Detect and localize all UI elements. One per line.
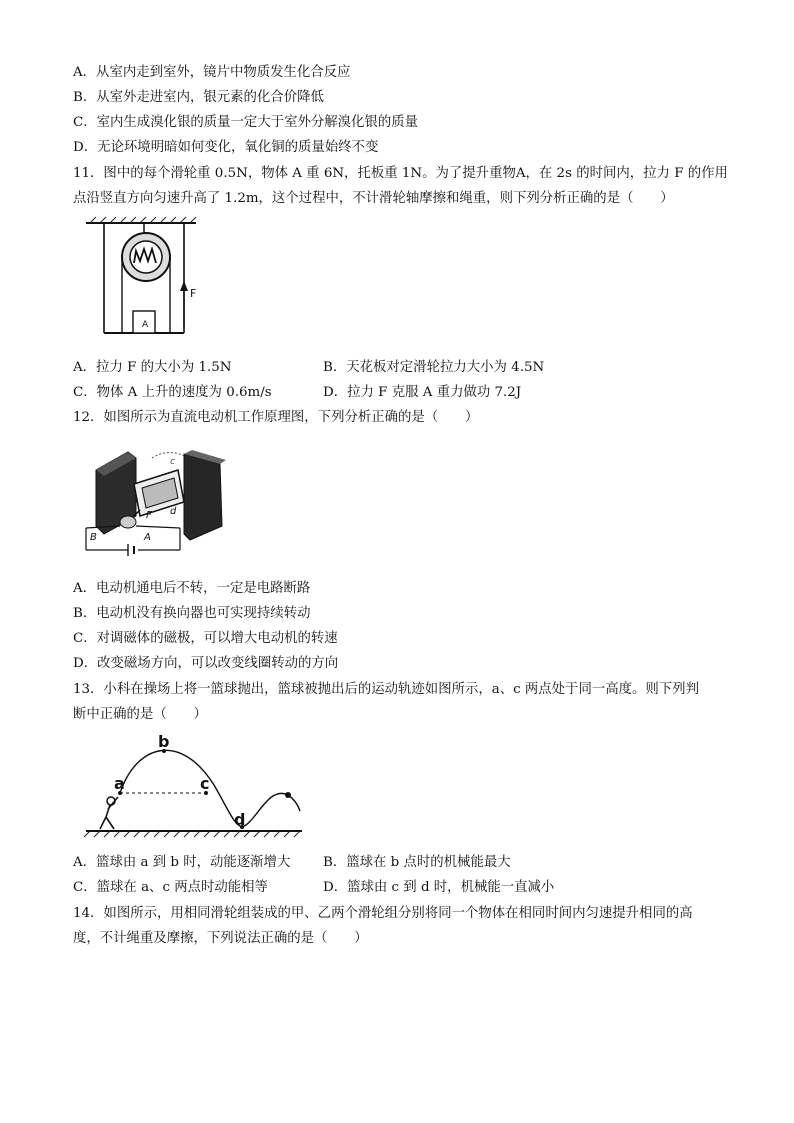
pulley-figure bbox=[84, 215, 204, 340]
q10-option-a: A．从室内走到室外，镜片中物质发生化合反应 bbox=[73, 65, 351, 80]
basketball-figure bbox=[84, 732, 304, 843]
q11-option-b: B．天花板对定滑轮拉力大小为 4.5N bbox=[323, 360, 545, 375]
motor-label-c: c bbox=[170, 457, 175, 467]
q11-stem-line1: 11．图中的每个滑轮重 0.5N，物体 A 重 6N，托板重 1N。为了提升重物A，在 2s 的时间内，拉力 F 的作用 bbox=[73, 166, 728, 181]
q13-option-c: C．篮球在 a、c 两点时动能相等 bbox=[73, 880, 268, 895]
pulley-label-a: A bbox=[142, 320, 149, 330]
motor-label-force: F bbox=[146, 510, 152, 521]
q14-stem-line2: 度，不计绳重及摩擦，下列说法正确的是（ ） bbox=[73, 931, 368, 946]
trajectory-label-b: b bbox=[158, 732, 170, 751]
q11-option-c: C．物体 A 上升的速度为 0.6m/s bbox=[73, 385, 272, 400]
q12-stem: 12．如图所示为直流电动机工作原理图，下列分析正确的是（ ） bbox=[73, 410, 479, 425]
q13-option-a: A．篮球由 a 到 b 时，动能逐渐增大 bbox=[73, 855, 291, 870]
trajectory-label-d: d bbox=[234, 810, 246, 829]
q10-option-b: B．从室外走进室内，银元素的化合价降低 bbox=[73, 90, 324, 105]
q14-stem-line1: 14．如图所示，用相同滑轮组装成的甲、乙两个滑轮组分别将同一个物体在相同时间内匀速提升相同的高 bbox=[73, 906, 693, 921]
q11-option-a: A．拉力 F 的大小为 1.5N bbox=[73, 360, 232, 375]
q13-option-d: D．篮球由 c 到 d 时，机械能一直减小 bbox=[323, 880, 555, 895]
q13-stem-line2: 断中正确的是（ ） bbox=[73, 707, 207, 722]
q13-stem-line1: 13．小科在操场上将一篮球抛出，篮球被抛出后的运动轨迹如图所示，a、c 两点处于同一高度。则下列判 bbox=[73, 682, 699, 697]
q10-option-d: D．无论环境明暗如何变化，氧化铜的质量始终不变 bbox=[73, 140, 379, 155]
trajectory-label-c: c bbox=[200, 774, 210, 793]
trajectory-label-a: a bbox=[114, 774, 125, 793]
motor-figure bbox=[80, 440, 240, 565]
q11-stem-line2: 点沿竖直方向匀速升高了 1.2m，这个过程中，不计滑轮轴摩擦和绳重，则下列分析正确的是（ ） bbox=[73, 191, 674, 206]
motor-label-brush-a: A bbox=[144, 532, 151, 543]
q12-option-c: C．对调磁体的磁极，可以增大电动机的转速 bbox=[73, 631, 338, 646]
motor-label-brush-b: B bbox=[90, 532, 97, 543]
q10-option-c: C．室内生成溴化银的质量一定大于室外分解溴化银的质量 bbox=[73, 115, 419, 130]
motor-label-d: d bbox=[170, 506, 177, 517]
motor-label-b: b bbox=[141, 468, 148, 479]
q12-option-d: D．改变磁场方向，可以改变线圈转动的方向 bbox=[73, 656, 339, 671]
q12-option-b: B．电动机没有换向器也可实现持续转动 bbox=[73, 606, 311, 621]
q13-option-b: B．篮球在 b 点时的机械能最大 bbox=[323, 855, 511, 870]
q12-option-a: A．电动机通电后不转，一定是电路断路 bbox=[73, 581, 311, 596]
pulley-label-f: F bbox=[190, 287, 197, 300]
q11-option-d: D．拉力 F 克服 A 重力做功 7.2J bbox=[323, 385, 522, 400]
